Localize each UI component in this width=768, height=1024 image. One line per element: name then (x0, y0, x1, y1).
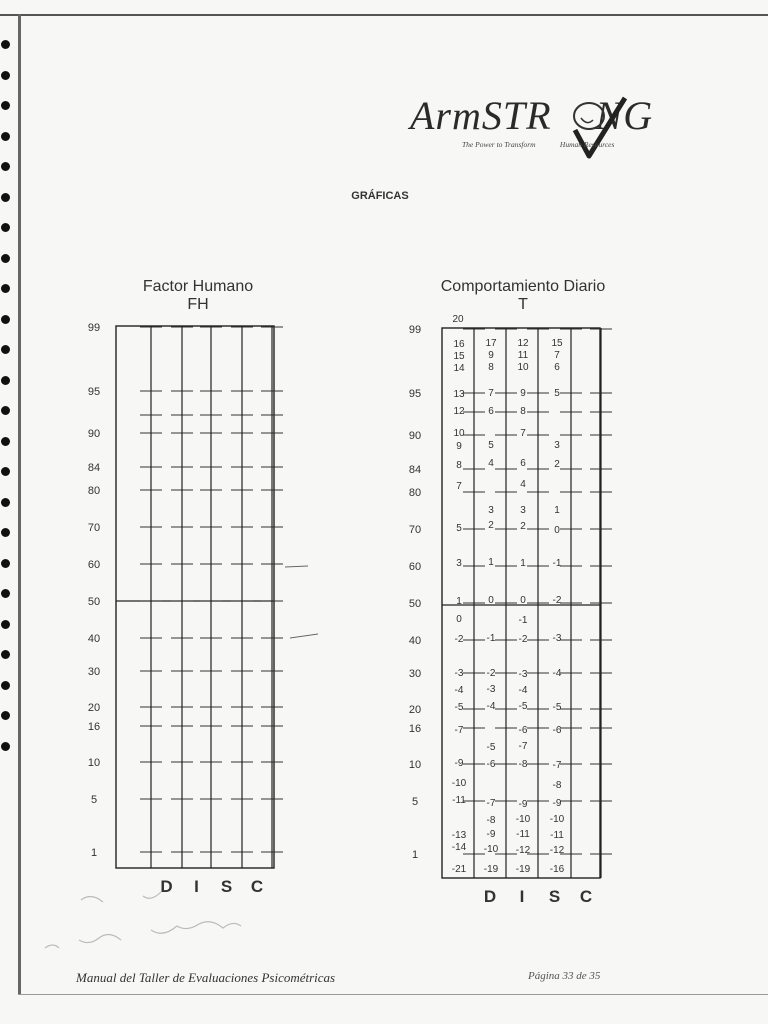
percentile-label-70: 70 (408, 524, 422, 536)
scale-value-S: 6 (520, 458, 526, 469)
scale-value-I: -5 (486, 742, 496, 753)
scale-value-I: -4 (486, 701, 496, 712)
percentile-label-30: 30 (408, 668, 422, 680)
percentile-label-80: 80 (408, 487, 422, 499)
scale-value-C: 5 (554, 388, 560, 399)
percentile-label-95: 95 (87, 386, 101, 398)
scale-value-S: 0 (520, 595, 526, 606)
percentile-label-84: 84 (87, 462, 101, 474)
scale-value-S: 11 (517, 350, 529, 361)
scale-value-I: 17 (485, 338, 497, 349)
scale-value-S: 3 (520, 505, 526, 516)
scale-value-C: -12 (549, 845, 565, 856)
scale-value-C: 0 (554, 525, 560, 536)
percentile-label-99: 99 (408, 324, 422, 336)
scale-value-S: 7 (520, 428, 526, 439)
column-header-S: S (220, 877, 233, 896)
scale-value-D: 1 (456, 596, 462, 607)
scale-value-C: -7 (552, 760, 562, 771)
scale-value-S: -7 (518, 741, 528, 752)
scale-value-D: 5 (456, 523, 462, 534)
scale-value-C: -10 (549, 814, 565, 825)
scale-value-S: 10 (517, 362, 529, 373)
section-title: GRÁFICAS (351, 190, 409, 202)
scale-value-D: -7 (454, 725, 464, 736)
pencil-mark (290, 634, 318, 638)
scale-value-D: 3 (456, 558, 462, 569)
percentile-label-60: 60 (87, 559, 101, 571)
scale-value-D: 0 (456, 614, 462, 625)
footer-manual-title: Manual del Taller de Evaluaciones Psicométricas (76, 970, 336, 985)
scale-value-I: -7 (486, 798, 496, 809)
scale-value-C: 6 (554, 362, 560, 373)
scale-value-D: -21 (451, 864, 467, 875)
scale-value-I: 7 (488, 388, 494, 399)
scale-value-C: 3 (554, 440, 560, 451)
chart-2-subtitle: T (518, 296, 528, 313)
scale-value-C: 1 (554, 505, 560, 516)
scale-value-S: 8 (520, 406, 526, 417)
percentile-label-90: 90 (408, 430, 422, 442)
scale-value-S: -10 (515, 814, 531, 825)
chart-1-title-text: Factor Humano (142, 278, 254, 295)
percentile-label-5: 5 (90, 794, 98, 806)
scale-value-S: 12 (517, 338, 529, 349)
scale-value-C: -9 (552, 798, 562, 809)
column-header-I: I (194, 877, 199, 896)
scale-value-I: 0 (488, 595, 494, 606)
scale-value-D: -3 (454, 668, 464, 679)
scale-value-D: 10 (453, 428, 465, 439)
scale-value-S: -4 (518, 685, 528, 696)
scale-value-S: -11 (516, 829, 530, 840)
footer-page-number: Página 33 de 35 (528, 970, 601, 982)
scale-value-I: 3 (488, 505, 494, 516)
scale-value-C: -1 (552, 558, 562, 569)
column-header-C: C (579, 887, 593, 906)
percentile-label-1: 1 (411, 849, 419, 861)
scale-value-I: -2 (486, 668, 496, 679)
percentile-label-50: 50 (87, 596, 101, 608)
percentile-label-80: 80 (87, 485, 101, 497)
scale-value-S: 2 (520, 521, 526, 532)
scale-value-I: -19 (483, 864, 499, 875)
percentile-label-40: 40 (87, 633, 101, 645)
chart-frame (116, 326, 274, 868)
scale-value-I: -6 (486, 759, 496, 770)
scale-value-I: 5 (488, 440, 494, 451)
percentile-label-90: 90 (87, 428, 101, 440)
scale-value-C: -16 (549, 864, 565, 875)
percentile-label-99: 99 (87, 322, 101, 334)
percentile-label-5: 5 (411, 796, 419, 808)
scale-value-I: -10 (483, 844, 499, 855)
percentile-label-84: 84 (408, 464, 422, 476)
scale-value-C: 2 (554, 459, 560, 470)
scale-value-D: 13 (453, 389, 465, 400)
logo-wordmark: ArmSTR NG (410, 93, 654, 138)
scale-value-S: 9 (520, 388, 526, 399)
column-header-D: D (160, 877, 173, 896)
scale-value-D: -14 (451, 842, 467, 853)
scale-value-S: -19 (515, 864, 531, 875)
scale-value-D: 8 (456, 460, 462, 471)
scale-value-I: 2 (488, 520, 494, 531)
scale-value-D: -10 (451, 778, 467, 789)
scale-value-C: -6 (552, 725, 562, 736)
scale-value-D: -11 (452, 795, 466, 806)
scale-value-D: 15 (453, 351, 465, 362)
percentile-label-70: 70 (87, 522, 101, 534)
percentile-label-30: 30 (87, 666, 101, 678)
scale-value-I: -9 (486, 829, 496, 840)
scale-value-D: 9 (456, 441, 462, 452)
pencil-scribble (40, 890, 320, 960)
scale-value-I: 8 (488, 362, 494, 373)
scale-value-S: -8 (518, 759, 528, 770)
scale-value-I: 1 (488, 557, 494, 568)
scale-value-I: -1 (486, 633, 496, 644)
percentile-label-16: 16 (408, 723, 422, 735)
scale-value-S: -3 (518, 669, 528, 680)
scale-value-I: 6 (488, 406, 494, 417)
column-header-C: C (250, 877, 264, 896)
percentile-label-20: 20 (87, 702, 101, 714)
percentile-label-95: 95 (408, 388, 422, 400)
scale-value-C: -3 (552, 633, 562, 644)
percentile-label-60: 60 (408, 561, 422, 573)
scale-value-D: 14 (453, 363, 465, 374)
percentile-label-20: 20 (408, 704, 422, 716)
logo-tagline: The Power to Transform Human Resources (462, 140, 615, 149)
scale-value-D: 12 (453, 406, 465, 417)
scale-value-D: -2 (454, 634, 464, 645)
scale-value-C: -8 (552, 780, 562, 791)
chart-1-subtitle: FH (187, 296, 209, 313)
scale-value-S: -5 (518, 701, 528, 712)
scale-value-top: 20 (452, 314, 464, 325)
scale-value-C: -11 (550, 830, 564, 841)
scale-value-D: -4 (454, 685, 464, 696)
percentile-label-10: 10 (87, 757, 101, 769)
scale-value-C: 15 (551, 338, 563, 349)
scale-value-D: 16 (453, 339, 465, 350)
scale-value-C: 7 (554, 350, 560, 361)
scale-value-S: -6 (518, 725, 528, 736)
percentile-label-50: 50 (408, 598, 422, 610)
scale-value-D: -5 (454, 702, 464, 713)
scale-value-I: 4 (488, 458, 494, 469)
scale-value-D: -9 (454, 758, 464, 769)
scale-value-I: -3 (486, 684, 496, 695)
scale-value-I: 9 (488, 350, 494, 361)
scale-value-S: -1 (518, 615, 528, 626)
scale-value-S: 1 (520, 558, 526, 569)
column-header-I: I (519, 887, 525, 906)
scale-value-S: -12 (515, 845, 531, 856)
scale-value-S: -2 (518, 634, 528, 645)
percentile-label-40: 40 (408, 635, 422, 647)
scale-value-S: -9 (518, 799, 528, 810)
scale-value-S: 4 (520, 479, 526, 490)
scale-value-C: -4 (552, 668, 562, 679)
column-header-S: S (548, 887, 561, 906)
scale-value-D: -13 (451, 830, 467, 841)
percentile-label-1: 1 (90, 847, 98, 859)
column-header-D: D (483, 887, 497, 906)
scale-value-C: -5 (552, 702, 562, 713)
percentile-label-16: 16 (87, 721, 101, 733)
chart-2-title-text: Comportamiento Diario (440, 278, 606, 295)
scale-value-D: 7 (456, 481, 462, 492)
scale-value-I: -8 (486, 815, 496, 826)
percentile-label-10: 10 (408, 759, 422, 771)
pencil-mark (285, 566, 308, 567)
scale-value-C: -2 (552, 595, 562, 606)
